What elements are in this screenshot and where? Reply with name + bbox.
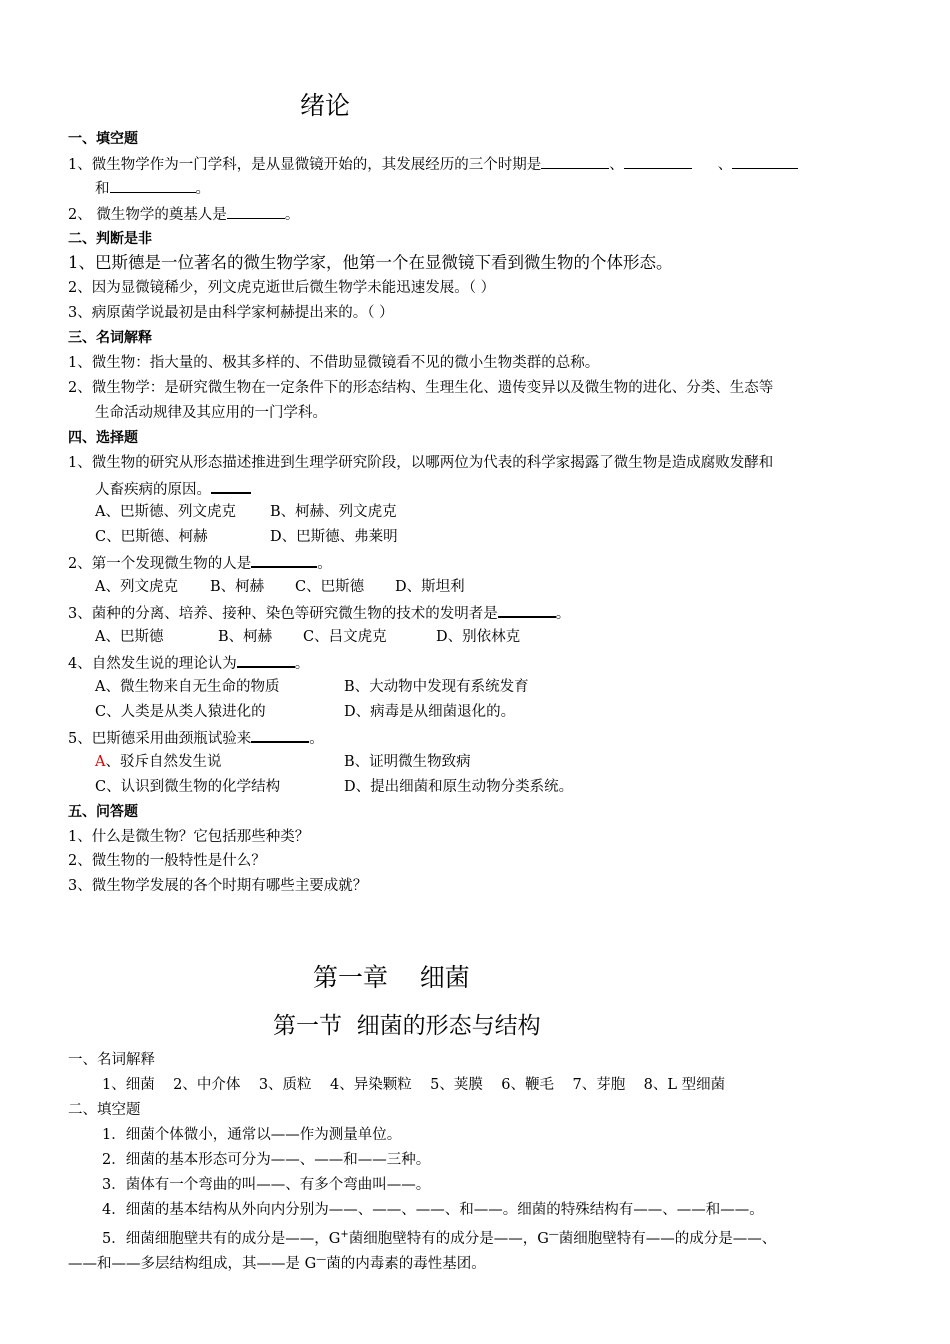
ch1-s1-heading: 一、名词解释 [68, 1052, 155, 1068]
ch1-s2-heading: 二、填空题 [68, 1102, 141, 1118]
answer-blank [251, 727, 309, 743]
q1-option-b: B、柯赫、列文虎克 [270, 504, 397, 520]
intro-s3-q1: 1、微生物：指大量的、极其多样的、不借助显微镜看不见的微小生物类群的总称。 [68, 355, 600, 371]
ch1-s2-q3: 3．菌体有一个弯曲的叫——、有多个弯曲叫——。 [102, 1177, 431, 1193]
intro-s1-q1 [68, 154, 798, 175]
q5-option-b: B、证明微生物致病 [344, 754, 471, 770]
q5-b-pre: ——和——多层结构组成，其——是 G [68, 1255, 317, 1272]
q2-option-a: A、列文虎克 [95, 579, 178, 595]
q4-option-b: B、大动物中发现有系统发育 [344, 679, 529, 695]
superscript-minus: — [316, 1254, 327, 1265]
intro-s4-q3 [68, 602, 570, 624]
ch1-s1-terms: 1、细菌 2、中介体 3、质粒 4、异染颗粒 5、荚膜 6、鞭毛 7、芽胞 8、L 型细菌 [102, 1077, 726, 1093]
q5-b-post: 菌的内毒素的毒性基团。 [326, 1255, 486, 1272]
q5-option-a-text: 、驳斥自然发生说 [105, 754, 222, 770]
q2-text: 2、第一个发现微生物的人是 [68, 556, 252, 572]
chapter-title: 第一章 细菌 [313, 963, 470, 992]
intro-s4-q1b [95, 478, 251, 500]
intro-s1-q2 [68, 204, 299, 225]
period: 。 [195, 181, 210, 197]
answer-blank [227, 204, 285, 219]
intro-s3-heading: 三、名词解释 [68, 330, 152, 346]
q1-b-text: 人畜疾病的原因。 [95, 482, 211, 498]
ch1-s2-q2: 2．细菌的基本形态可分为——、——和——三种。 [102, 1152, 431, 1168]
q5-a-post: 菌细胞壁特有——的成分是——、 [558, 1230, 777, 1247]
ch1-s2-q4: 4．细菌的基本结构从外向内分别为——、——、——、和——。细菌的特殊结构有——、——和——。 [102, 1202, 764, 1218]
intro-s1-heading: 一、填空题 [68, 131, 138, 147]
intro-s5-q3: 3、微生物学发展的各个时期有哪些主要成就？ [68, 878, 368, 894]
intro-s3-q2a: 2、微生物学：是研究微生物在一定条件下的形态结构、生理生化、遗传变异以及微生物的进化、分类、生态等 [68, 380, 774, 396]
q5-option-a [95, 752, 221, 772]
ch1-s2-q1: 1．细菌个体微小，通常以——作为测量单位。 [102, 1127, 402, 1143]
answer-blank [498, 602, 556, 618]
answer-blank [110, 178, 196, 193]
q4-text: 4、自然发生说的理论认为 [68, 656, 237, 672]
q3-option-a: A、巴斯德 [95, 629, 164, 645]
q5-option-a-letter: A [95, 754, 106, 770]
intro-s5-q1: 1、什么是微生物？它包括那些种类？ [68, 829, 310, 845]
answer-blank [251, 552, 317, 568]
answer-blank [732, 154, 798, 169]
ch1-s2-q5b [68, 1250, 486, 1274]
superscript-plus: + [340, 1229, 349, 1240]
intro-title: 绪论 [300, 91, 351, 120]
q1-cont: 和 [95, 181, 110, 197]
separator: 、 [609, 157, 624, 173]
q2-option-c: C、巴斯德 [295, 579, 365, 595]
q2-option-d: D、斯坦利 [395, 579, 465, 595]
q1-option-d: D、巴斯德、弗莱明 [270, 529, 398, 545]
superscript-minus: — [548, 1229, 559, 1240]
intro-s4-heading: 四、选择题 [68, 430, 138, 446]
answer-blank [211, 478, 251, 494]
q1-option-c: C、巴斯德、柯赫 [95, 529, 208, 545]
intro-s1-q1-cont [95, 178, 210, 199]
q5-a-mid: 菌细胞壁特有的成分是——，G [348, 1230, 549, 1247]
q4-option-c: C、人类是从类人猿进化的 [95, 704, 266, 720]
q4-option-d: D、病毒是从细菌退化的。 [344, 704, 516, 720]
intro-s5-heading: 五、问答题 [68, 804, 138, 820]
answer-blank [541, 154, 609, 169]
q5-a-pre: 5．细菌细胞壁共有的成分是——，G [102, 1230, 341, 1247]
answer-blank [624, 154, 692, 169]
intro-s4-q2 [68, 552, 332, 574]
period: 。 [294, 656, 310, 672]
section-title: 第一节 细菌的形态与结构 [273, 1013, 541, 1039]
period: 。 [309, 731, 324, 747]
intro-s2-q1: 1、巴斯德是一位著名的微生物学家，他第一个在显微镜下看到微生物的个体形态。 [68, 253, 673, 272]
q3-option-d: D、别依林克 [436, 629, 521, 645]
intro-s5-q2: 2、微生物的一般特性是什么？ [68, 853, 266, 869]
q3-text: 3、菌种的分离、培养、接种、染色等研究微生物的技术的发明者是 [68, 606, 498, 622]
intro-s4-q4 [68, 652, 309, 674]
q3-option-b: B、柯赫 [218, 629, 273, 645]
q2-option-b: B、柯赫 [210, 579, 265, 595]
intro-s3-q2b: 生命活动规律及其应用的一门学科。 [95, 405, 327, 421]
q5-option-d: D、提出细菌和原生动物分类系统。 [344, 779, 574, 795]
period: 。 [284, 207, 300, 223]
intro-s4-q5 [68, 727, 324, 749]
q2-text: 2、 微生物学的奠基人是 [68, 207, 227, 223]
q5-text: 5、巴斯德采用曲颈瓶试验来 [68, 731, 252, 747]
answer-blank [237, 652, 295, 668]
intro-s2-q2: 2、因为显微镜稀少，列文虎克逝世后微生物学未能迅速发展。（ ） [68, 280, 496, 296]
q1-text: 1、微生物学作为一门学科，是从显微镜开始的，其发展经历的三个时期是 [68, 157, 542, 173]
q3-option-c: C、吕文虎克 [303, 629, 387, 645]
period: 。 [317, 556, 332, 572]
q4-option-a: A、微生物来自无生命的物质 [95, 679, 280, 695]
q5-option-c: C、认识到微生物的化学结构 [95, 779, 281, 795]
intro-s2-q3: 3、病原菌学说最初是由科学家柯赫提出来的。（ ） [68, 305, 394, 321]
period: 。 [555, 606, 571, 622]
ch1-s2-q5a [102, 1225, 776, 1249]
q1-option-a: A、巴斯德、列文虎克 [95, 504, 236, 520]
separator: 、 [717, 157, 733, 173]
intro-s4-q1a: 1、微生物的研究从形态描述推进到生理学研究阶段，以哪两位为代表的科学家揭露了微生物是造成腐败发酵和 [68, 455, 774, 471]
intro-s2-heading: 二、判断是非 [68, 231, 152, 247]
